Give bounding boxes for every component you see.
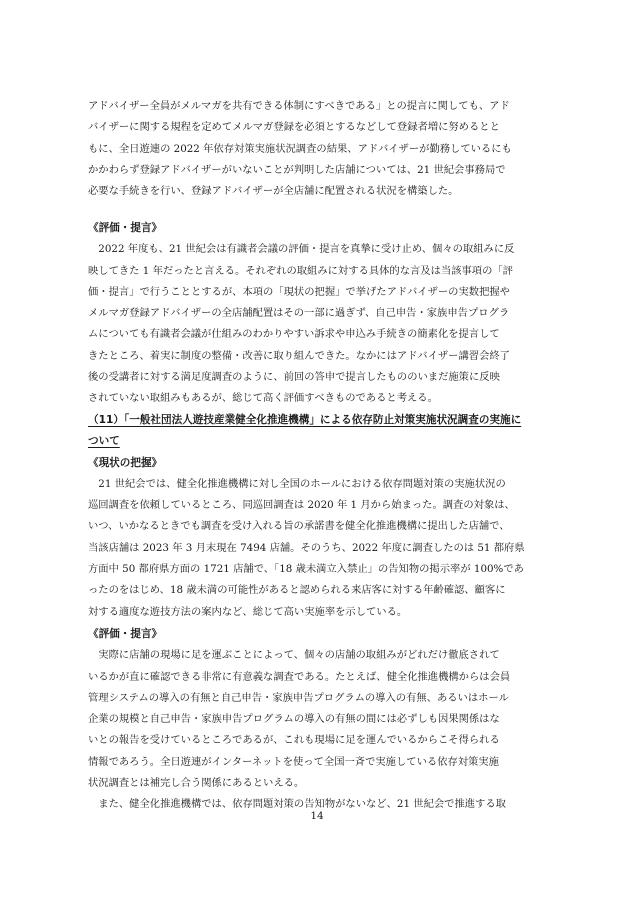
text-line: されていない取組みもあるが、総じて高く評価すべきものであると考える。 [88,392,438,405]
text-line: いとの報告を受けているところであるが、これも現場に足を運んでいるからこそ得られる [88,734,500,747]
text-line: 方面中 50 都府県方面の 1721 店舗で、「18 歳未満立入禁止」の告知物の掲示率が 100%であ [88,563,524,576]
evaluation-heading: 《評価・提言》 [88,628,163,640]
text-line: いつ、いかなるときでも調査を受け入れる旨の承諾書を健全化推進機構に提出した店舗で、 [88,520,510,533]
section-11 [88,410,548,623]
text-line: きたところ、着実に制度の整備・改善に取り組んできた。なかにはアドバイザー講習会終了 [88,349,510,362]
intro-paragraph [88,96,548,202]
text-line: また、健全化推進機構では、依存問題対策の告知物がないなど、21 世紀会で推進する取 [98,798,506,811]
page-number: 14 [310,810,324,822]
evaluation-section [88,218,548,410]
text-line: 当該店舗は 2023 年 3 月末現在 7494 店舗。そのうち、2022 年度に調査したのは 51 都府県 [88,541,525,554]
text-line: 実際に店舗の現場に足を運ぶことによって、個々の店舗の取組みがどれだけ徹底されて [98,649,500,662]
text-line: 企業の規模と自己申告・家族申告プログラムの導入の有無の間には必ずしも因果関係はな [88,713,500,726]
text-line: もに、全日遊連の 2022 年依存対策実施状況調査の結果、アドバイザーが勤務しているにも [88,142,512,155]
text-line: 状況調査とは補完し合う関係にあるといえる。 [88,777,305,790]
evaluation-heading: 《評価・提言》 [88,222,163,234]
text-line: 映してきた 1 年だったと言える。それぞれの取組みに対する具体的な言及は当該事項の「評 [88,264,513,277]
text-line: アドバイザー全員がメルマガを共有できる体制にすべきである」との提言に関しても、アド [88,100,510,112]
text-line: 巡回調査を依頼しているところ、同巡回調査は 2020 年 1 月から始まった。調査の対象は、 [88,499,515,512]
text-line: バイザーに関する規程を定めてメルマガ登録を必須とするなどして登録者増に努めるとと [88,121,500,134]
text-line: メルマガ登録アドバイザーの全店舗配置はその一部に過ぎず、自己申告・家族申告プログラ [88,307,510,320]
section-title: （11）「一般社団法人遊技産業健全化推進機構」による依存防止対策実施状況調査の実施に [88,414,522,426]
text-line: 21 世紀会では、健全化推進機構に対し全国のホールにおける依存問題対策の実施状況の [98,477,506,490]
text-line: 管理システムの導入の有無と自己申告・家族申告プログラムの導入の有無、あるいはホール [88,691,509,704]
text-line: 必要な手続きを行い、登録アドバイザーが全店舗に配置される状況を構築した。 [88,185,459,198]
text-line: 価・提言」で行うこととするが、本項の「現状の把握」で挙げたアドバイザーの実数把握や [88,285,510,298]
text-line: かかわらず登録アドバイザーがいないことが判明した店舗については、21 世紀会事務局で [88,163,506,176]
text-line: 後の受講者に対する満足度調査のように、前回の答申で提言したもののいまだ施策に反映 [88,371,500,384]
text-line: ったのをはじめ、18 歳未満の可能性があると認められる来店客に対する年齢確認、顧客に [88,584,506,597]
section-11-evaluation [88,624,548,816]
text-line: ムについても有識者会議が仕組みのわかりやすい訴求や申込み手続きの簡素化を提言して [88,328,500,341]
section-title-continued: ついて [88,435,120,448]
text-line: いるかが直に確認できる非常に有意義な調査である。たとえば、健全化推進機構からは会員 [88,670,511,683]
text-line: 情報であろう。全日遊連がインターネットを使って全国一斉で実施している依存対策実施 [88,755,499,768]
text-line: 2022 年度も、21 世紀会は有識者会議の評価・提言を真摯に受け止め、個々の取組みに反 [98,243,515,256]
status-heading: 《現状の把握》 [88,456,163,469]
text-line: 対する適度な遊技方法の案内など、総じて高い実施率を示している。 [88,605,408,618]
